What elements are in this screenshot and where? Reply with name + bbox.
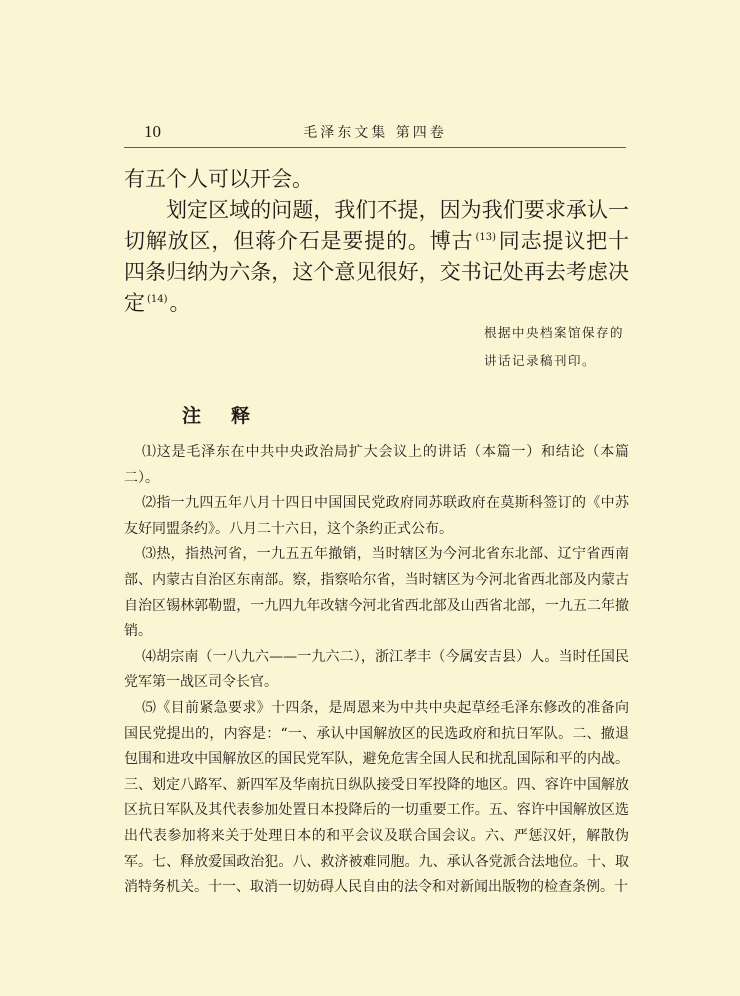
note-3: ⑶热，指热河省，一九五五年撤销，当时辖区为今河北省东北部、辽宁省西南部、内蒙古自治区东南部。察，指察哈尔省，当时辖区为今河北省西北部及内蒙古自治区锡林郭勒盟，一九四九年改辖今河北省西北部及山西省北部，一九五二年撤销。 <box>124 546 629 640</box>
source-note <box>484 319 624 375</box>
footnote-ref-14: (14) <box>147 294 168 305</box>
page-header <box>124 120 626 146</box>
notes-heading: 注释 <box>182 405 281 427</box>
body-text <box>124 164 629 319</box>
body-paragraph-2-part-a: 划定区域的问题，我们不提，因为我们要求承认一切解放区，但蒋介石是要提的。博古 <box>124 198 629 253</box>
note-1: ⑴这是毛泽东在中共中央政治局扩大会议上的讲话（本篇一）和结论（本篇二）。 <box>124 444 629 486</box>
footnote-ref-13: (13) <box>475 232 496 243</box>
note-4: ⑷胡宗南（一八九六——一九六二），浙江孝丰（今属安吉县）人。当时任国民党军第一战区司令长官。 <box>124 648 629 691</box>
note-5: ⑸《目前紧急要求》十四条，是周恩来为中共中央起草经毛泽东修改的准备向国民党提出的，内容是：“一、承认中国解放区的民选政府和抗日军队。二、撤退包围和进攻中国解放区的国民党军队，避免危害全国人民和扰乱国际和平的内战。三、划定八路军、新四军及华南抗日纵队接受日军投降的地区。四、容许中国解放区抗日军队及其代表参加处置日本投降后的一切重要工作。五、容许中国解放区选出代表参加将来关于处理日本的和平会议及联合国会议。六、严惩汉奸，解散伪军。七、释放爱国政治犯。八、救济被难同胞。九、承认各党派合法地位。十、取消特务机关。十一、取消一切妨碍人民自由的法令和对新闻出版物的检查条例。十 <box>124 699 629 896</box>
notes-list <box>124 440 629 901</box>
body-paragraph-2-part-c: 。 <box>169 291 191 315</box>
header-rule <box>124 147 626 148</box>
source-note-line-2: 讲话记录稿刊印。 <box>484 353 597 368</box>
body-paragraph-2 <box>124 195 629 319</box>
source-note-line-1: 根据中央档案馆保存的 <box>484 325 625 340</box>
note-2: ⑵指一九四五年八月十四日中国国民党政府同苏联政府在莫斯科签订的《中苏友好同盟条约》。八月二十六日，这个条约正式公布。 <box>124 495 629 537</box>
body-paragraph-1: 有五个人可以开会。 <box>124 167 313 191</box>
page-number: 10 <box>144 122 161 141</box>
body-paragraph-2-part-b: 同志提议把十四条归纳为六条，这个意见很好，交书记处再去考虑决定 <box>124 229 630 315</box>
running-title: 毛泽东文集 第四卷 <box>303 125 447 141</box>
